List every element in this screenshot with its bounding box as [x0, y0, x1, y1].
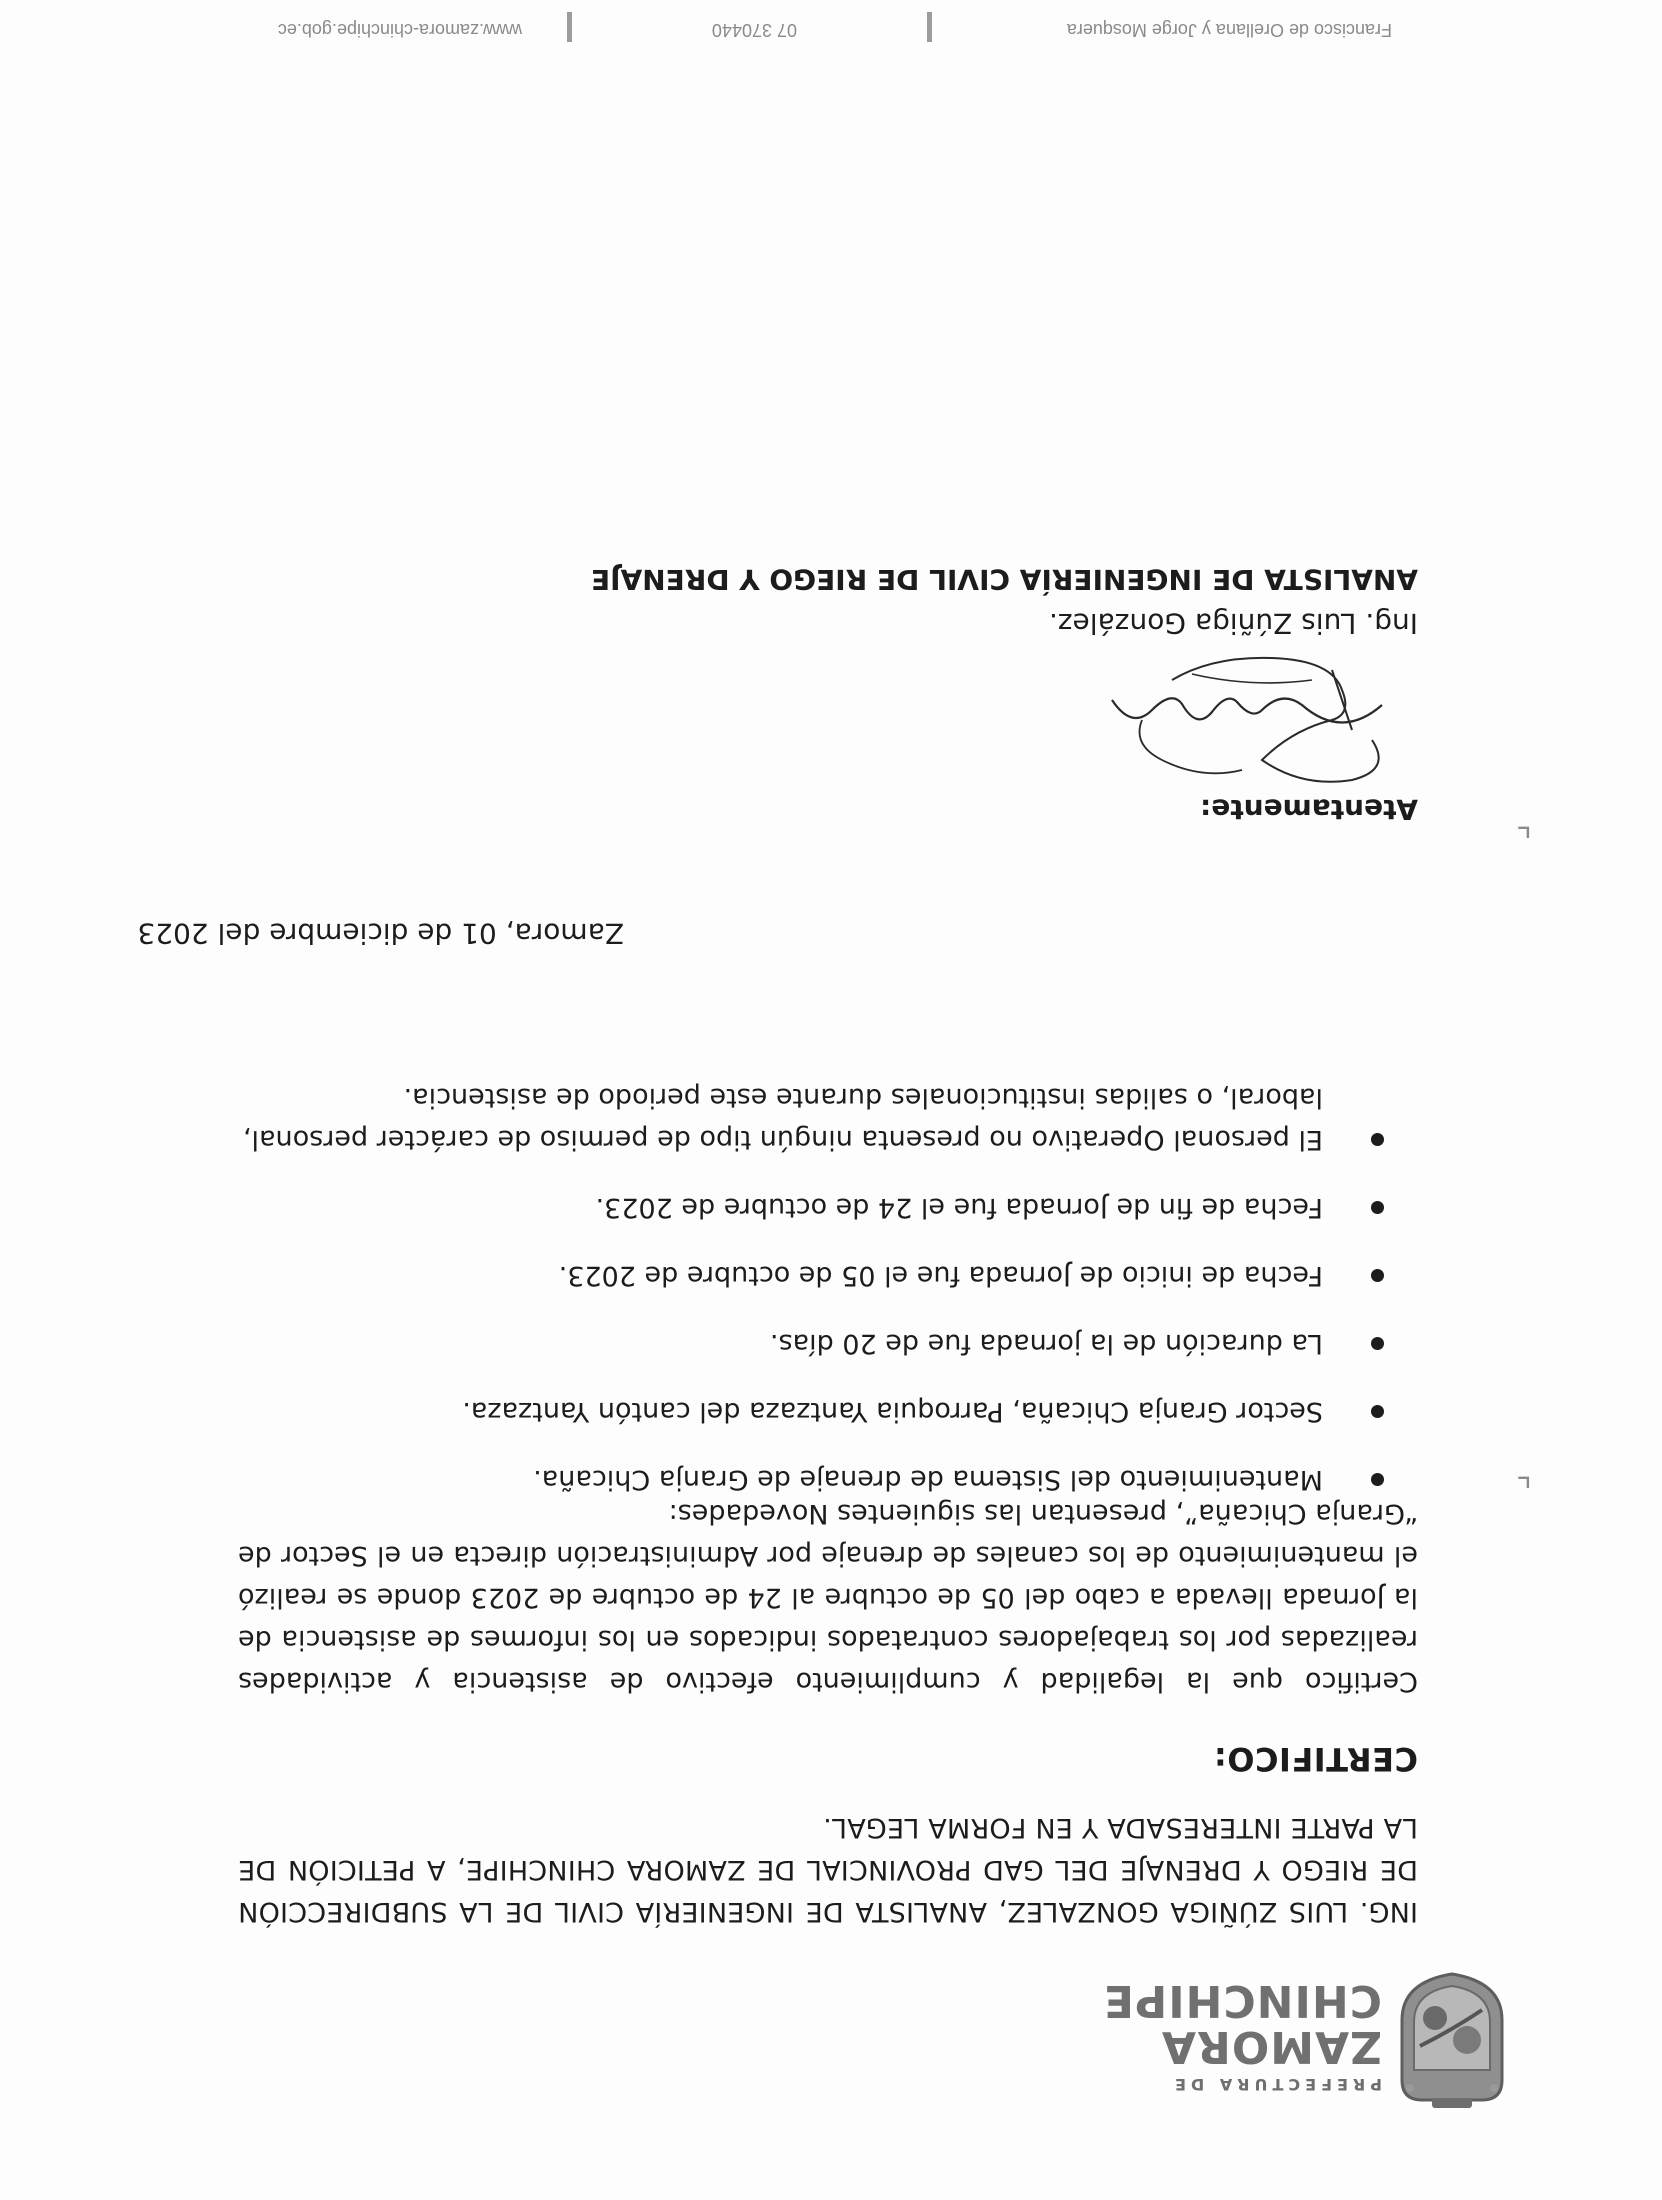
- list-item-text: La duración de la jornada fue de 20 días.: [769, 1328, 1323, 1359]
- list-item: [238, 1254, 1418, 1296]
- footer-phone: 07 370440: [711, 20, 797, 40]
- footer-separator: [927, 12, 932, 42]
- bullet-icon: [1371, 1201, 1384, 1214]
- list-item-text: Mantenimiento del Sistema de drenaje de Granja Chicaña.: [533, 1464, 1323, 1495]
- logo-line-2: CHINCHIPE: [1102, 1975, 1382, 2026]
- list-item-text: Fecha de fin de Jornada fue el 24 de octubre de 2023.: [595, 1192, 1323, 1223]
- logo-small-text: PREFECTURA DE: [1170, 2075, 1382, 2094]
- signer-name: Ing. Luis Zúñiga González.: [1048, 607, 1418, 640]
- list-item-text: Fecha de inicio de Jornada fue el 05 de octubre de 2023.: [558, 1260, 1323, 1291]
- list-item: [238, 1390, 1418, 1432]
- novedades-list: [238, 1050, 1418, 1500]
- bullet-icon: [1371, 1473, 1384, 1486]
- list-item: [238, 1458, 1418, 1500]
- handwritten-signature-icon: [1092, 650, 1412, 800]
- list-item: [238, 1076, 1418, 1160]
- list-item-text: El personal Operativo no presenta ningún tipo de permiso de carácter personal, laboral, o salidas institucionales durante este periodo de asistencia.: [242, 1082, 1323, 1155]
- document-date: Zamora, 01 de diciembre del 2023: [137, 917, 624, 950]
- bullet-icon: [1371, 1269, 1384, 1282]
- prefecture-logo: [992, 1960, 1512, 2110]
- list-item-text: Sector Granja Chicaña, Parroquia Yantzaza del cantón Yantzaza.: [462, 1396, 1323, 1427]
- bullet-icon: [1371, 1337, 1384, 1350]
- logo-line-1: ZAMORA: [1160, 2021, 1382, 2072]
- bullet-icon: [1371, 1133, 1384, 1146]
- bullet-icon: [1371, 1405, 1384, 1418]
- document-title: CERTIFICO:: [1213, 1740, 1418, 1778]
- signer-position: ANALISTA DE INGENIERÍA CIVIL DE RIEGO Y DRENAJE: [591, 563, 1418, 596]
- footer-address: Francisco de Orellana y Jorge Mosquera: [1066, 20, 1392, 40]
- coat-of-arms-icon: [1392, 1970, 1512, 2110]
- footer-separator: [567, 12, 572, 42]
- scan-mark-icon: ⌞: [1516, 1470, 1532, 1510]
- page-footer: [242, 10, 1402, 40]
- list-item: [238, 1186, 1418, 1228]
- list-item: [238, 1322, 1418, 1364]
- body-paragraph: Certifico que la legalidad y cumplimiento efectivo de asistencia y actividades realizadas por los trabajadores contratados indicados en los informes de asistencia de la Jornada llevada a cabo del 05 de octubre al 24 de octubre de 2023 donde se realizó el mantenimiento de los canales de drenaje por Administración directa en el Sector de “Granja Chicaña”, presentan las siguientes Novedades:: [238, 1498, 1418, 1697]
- header-paragraph: ING. LUIS ZÚÑIGA GONZALEZ, ANALISTA DE INGENIERÍA CIVIL DE LA SUBDIRECCIÓN DE RIEGO Y DRENAJE DEL GAD PROVINCIAL DE ZAMORA CHINCHIPE, A PETICIÓN DE LA PARTE INTERESADA Y EN FORMA LEGAL.: [238, 1812, 1418, 1927]
- closing-salutation: Atentamente:: [1200, 793, 1418, 826]
- scan-mark-icon: ⌞: [1516, 820, 1532, 860]
- footer-website: www.zamora-chinchipe.gob.ec: [277, 20, 522, 40]
